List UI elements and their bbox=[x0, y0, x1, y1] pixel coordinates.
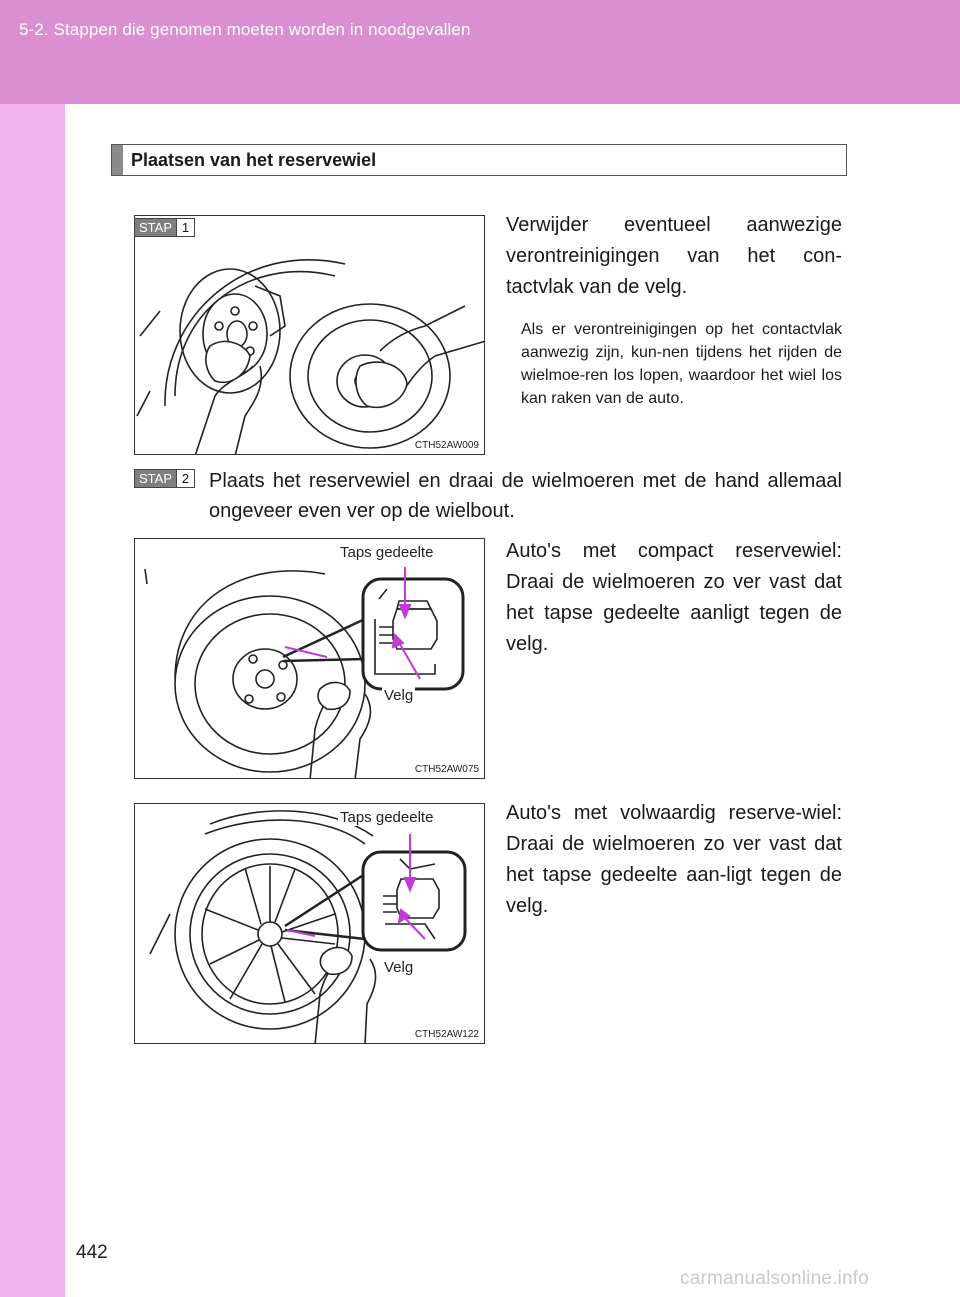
illustration-compact-spare bbox=[135, 539, 485, 779]
section-title: Plaatsen van het reservewiel bbox=[131, 150, 377, 170]
step1-badge bbox=[134, 218, 195, 237]
step2-badge bbox=[134, 469, 195, 488]
label-rim-fullsize: Velg bbox=[384, 959, 414, 976]
header-band bbox=[0, 0, 960, 104]
section-title-box bbox=[111, 144, 847, 176]
step1-badge-word: STAP bbox=[135, 219, 176, 236]
illustration-fullsize-spare bbox=[135, 804, 485, 1044]
watermark: carmanualsonline.info bbox=[680, 1268, 870, 1289]
figure-code: CTH52AW075 bbox=[414, 764, 479, 775]
label-taper-fullsize: Taps gedeelte bbox=[340, 809, 434, 826]
figure-fullsize-spare bbox=[134, 803, 485, 1044]
illustration-cleaning bbox=[135, 216, 485, 455]
section-title-bar bbox=[112, 145, 123, 175]
side-band bbox=[0, 104, 65, 1297]
figure-code: CTH52AW009 bbox=[414, 440, 479, 451]
label-taper-compact: Taps gedeelte bbox=[340, 544, 434, 561]
step2-badge-word: STAP bbox=[135, 470, 176, 487]
step2-instruction: Plaats het reservewiel en draai de wielmoeren met de hand allemaal ongeveer even ver op de wielbout. bbox=[209, 470, 842, 522]
figure-code: CTH52AW122 bbox=[414, 1029, 479, 1040]
figure-compact-spare bbox=[134, 538, 485, 779]
step1-badge-number: 1 bbox=[176, 219, 194, 236]
step2-badge-number: 2 bbox=[176, 470, 194, 487]
label-rim-compact: Velg bbox=[384, 687, 414, 704]
compact-spare-text: Auto's met compact reservewiel: Draai de wielmoeren zo ver vast dat het tapse gedeelte aanligt tegen de velg. bbox=[506, 540, 842, 655]
chapter-header: 5-2. Stappen die genomen moeten worden in noodgevallen bbox=[19, 20, 471, 39]
page-number: 442 bbox=[76, 1242, 108, 1263]
step1-instruction: Verwijder eventueel aanwezige verontreinigingen van het con-tactvlak van de velg. bbox=[506, 214, 842, 298]
figure-clean-contact-surface bbox=[134, 215, 485, 455]
step1-note: Als er verontreinigingen op het contactvlak aanwezig zijn, kun-nen tijdens het rijden de wielmoe-ren los lopen, waardoor het wiel los kan raken van de auto. bbox=[521, 321, 842, 407]
fullsize-spare-text: Auto's met volwaardig reserve-wiel: Draai de wielmoeren zo ver vast dat het tapse gedeelte aan-ligt tegen de velg. bbox=[506, 802, 842, 917]
